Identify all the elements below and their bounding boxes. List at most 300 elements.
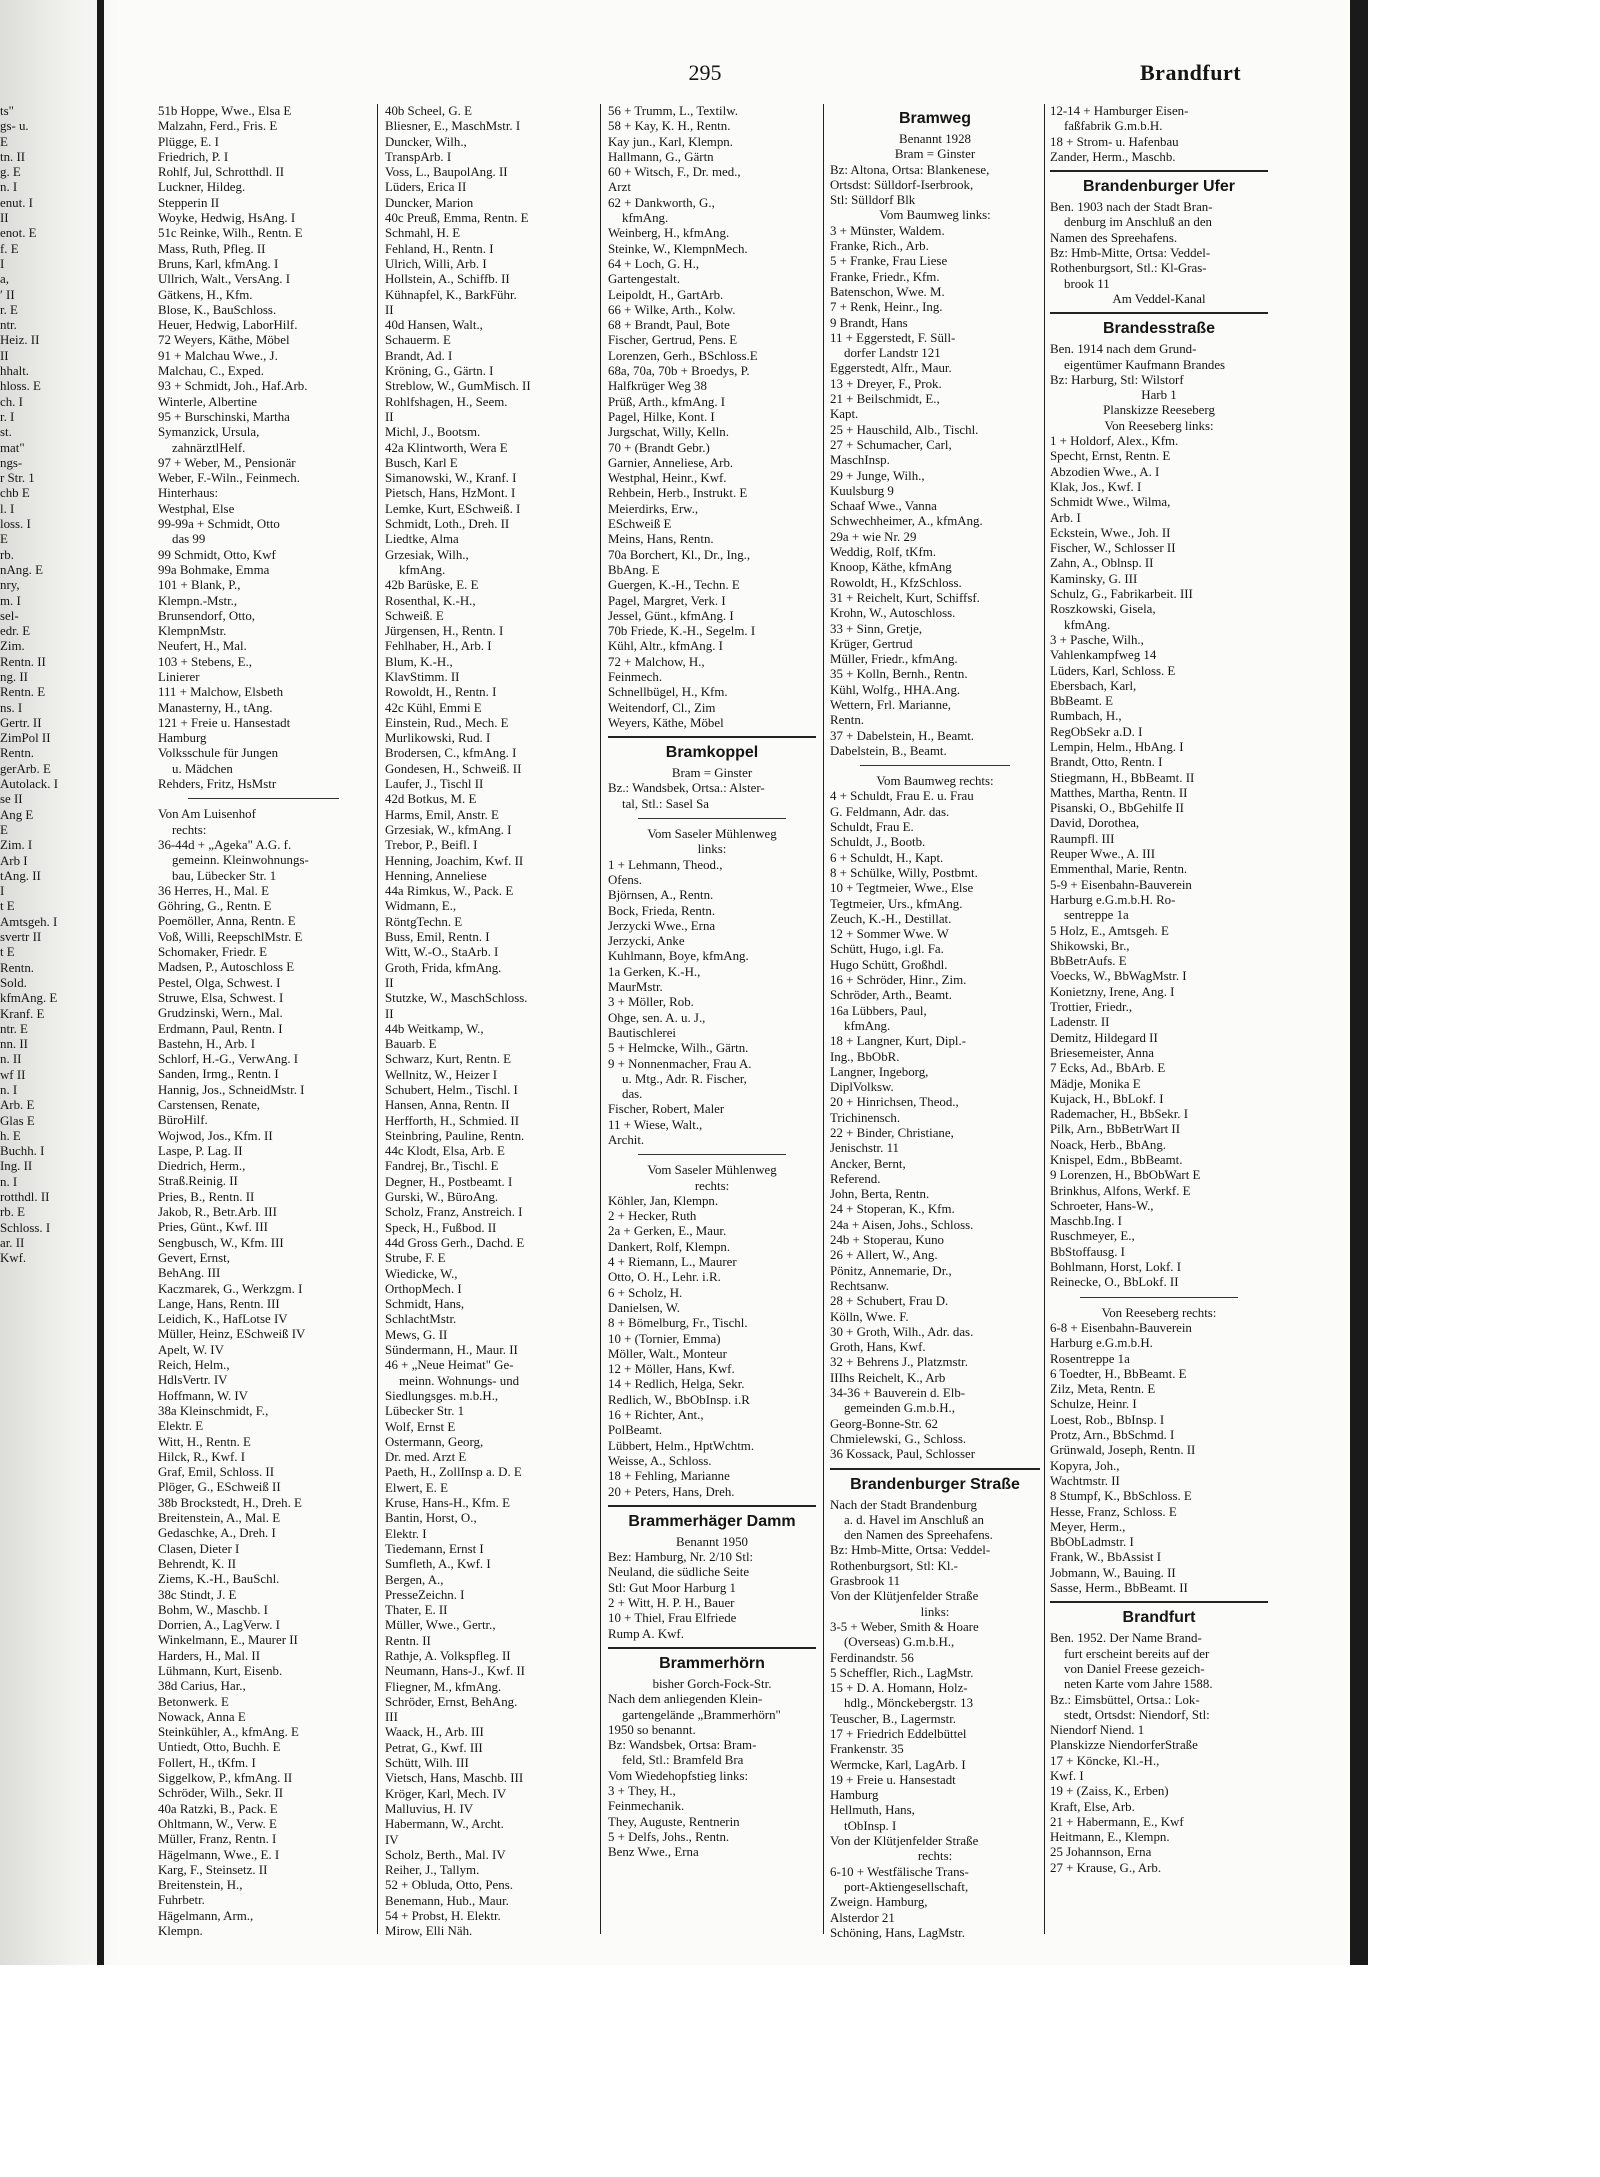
directory-entry: Steinke, W., KlempnMech. (608, 241, 748, 256)
directory-entry: 25 Johannson, Erna (1050, 1845, 1152, 1860)
directory-entry: Ladenstr. II (1050, 1015, 1110, 1030)
directory-entry: Rechtsanw. (830, 1278, 889, 1293)
directory-entry: 72 + Malchow, H., (608, 654, 705, 669)
centered-note: Vom Baumweg links: (879, 208, 991, 223)
directory-entry: Rothenburgsort, Stl: Kl.- (830, 1558, 958, 1573)
directory-entry: hloss. E (0, 379, 41, 394)
directory-entry: Scholz, Franz, Anstreich. I (385, 1205, 523, 1220)
directory-entry: Pietsch, Hans, HzMont. I (385, 486, 516, 501)
directory-entry: 60 + Witsch, F., Dr. med., (608, 165, 741, 180)
directory-entry: Habermann, W., Archt. (385, 1817, 504, 1832)
directory-entry: 8 Stumpf, K., BbSchloss. E (1050, 1489, 1192, 1504)
directory-entry: Henning, Joachim, Kwf. II (385, 853, 524, 868)
running-head: Brandfurt (1140, 60, 1242, 85)
directory-entry: 42a Klintworth, Wera E (385, 440, 508, 455)
street-heading: Brandenburger Straße (850, 1475, 1020, 1493)
directory-entry: Harburg e.G.m.b.H. (1050, 1336, 1153, 1351)
directory-entry: se II (0, 792, 23, 807)
directory-entry: Kühl, Altr., kfmAng. I (608, 639, 723, 654)
directory-entry: Paeth, H., ZollInsp a. D. E (385, 1465, 522, 1480)
directory-entry: 31 + Reichelt, Kurt, Schiffsf. (830, 590, 980, 605)
directory-entry: 3 + They, H., (608, 1783, 676, 1798)
directory-entry: 42d Botkus, M. E (385, 792, 477, 807)
directory-entry: a, (0, 272, 9, 287)
directory-entry: Michl, J., Bootsm. (385, 425, 481, 440)
directory-entry: r. E (0, 302, 18, 317)
directory-entry: enut. I (0, 195, 33, 210)
centered-note: Benannt 1950 (676, 1534, 748, 1549)
directory-entry: 93 + Schmidt, Joh., Haf.Arb. (158, 379, 308, 394)
directory-entry: Grünwald, Joseph, Rentn. II (1050, 1443, 1196, 1458)
directory-entry: ar. II (0, 1235, 25, 1250)
directory-entry: ESchweiß E (608, 517, 672, 532)
directory-entry: Hoffmann, W. IV (158, 1388, 248, 1403)
directory-entry: Weyers, Käthe, Möbel (608, 715, 724, 730)
directory-entry: Herfforth, H., Schmied. II (385, 1113, 520, 1128)
directory-entry: Fliegner, M., kfmAng. (385, 1679, 502, 1694)
directory-column-3 (608, 104, 816, 1944)
directory-entry: Bohlmann, Horst, Lokf. I (1050, 1260, 1182, 1275)
directory-entry: Schaaf Wwe., Vanna (830, 499, 937, 514)
directory-column-4 (830, 104, 1040, 1944)
directory-entry: Wellnitz, W., Heizer I (385, 1067, 498, 1082)
directory-entry: Luckner, Hildeg. (158, 180, 246, 195)
directory-entry: bau, Lübecker Str. 1 (172, 868, 277, 883)
directory-entry: 6-8 + Eisenbahn-Bauverein (1050, 1320, 1192, 1335)
directory-entry: Voß, Willi, ReepschlMstr. E (158, 929, 303, 944)
directory-entry: Siedlungsges. m.b.H., (385, 1388, 499, 1403)
directory-entry: Ortsdst: Sülldorf-Iserbrook, (830, 177, 974, 192)
directory-entry: m. I (0, 593, 21, 608)
directory-entry: Hollstein, A., Schiffb. II (385, 272, 510, 287)
directory-entry: Winkelmann, E., Maurer II (158, 1633, 298, 1648)
directory-entry: Schwarz, Kurt, Rentn. E (385, 1052, 512, 1067)
directory-entry: Frankenstr. 35 (830, 1742, 904, 1757)
directory-entry: Demitz, Hildegard II (1050, 1030, 1158, 1045)
directory-entry: MaurMstr. (608, 980, 663, 995)
directory-entry: Waack, H., Arb. III (385, 1725, 484, 1740)
directory-entry: 29 + Junge, Wilh., (830, 468, 925, 483)
directory-entry: Meins, Hans, Rentn. (608, 532, 714, 547)
directory-entry: Reich, Helm., (158, 1358, 230, 1373)
directory-entry: Schmidt, Loth., Dreh. II (385, 517, 510, 532)
directory-entry: Kraft, Else, Arb. (1050, 1799, 1135, 1814)
directory-entry: Kölln, Wwe. F. (830, 1309, 909, 1324)
directory-entry: Rumbach, H., (1050, 709, 1122, 724)
directory-entry: 40a Ratzki, B., Pack. E (158, 1801, 278, 1816)
directory-entry: 1 + Lehmann, Theod., (608, 857, 723, 872)
directory-entry: Rowoldt, H., KfzSchloss. (830, 575, 962, 590)
directory-entry: ntr. E (0, 1021, 28, 1036)
directory-entry: Ulrich, Willi, Arb. I (385, 256, 487, 271)
directory-entry: chb E (0, 486, 30, 501)
directory-entry: 1a Gerken, K.-H., (608, 964, 701, 979)
directory-entry: Prüß, Arth., kfmAng. I (608, 394, 726, 409)
directory-entry: Lange, Hans, Rentn. III (158, 1296, 280, 1311)
section-separator (638, 1154, 786, 1155)
directory-entry: Arb. I (1050, 510, 1081, 525)
directory-entry: Laspe, P. Lag. II (158, 1143, 243, 1158)
directory-entry: Blose, K., BauSchloss. (158, 302, 277, 317)
directory-entry: u. Mädchen (172, 761, 233, 776)
directory-entry: 16 + Schröder, Hinr., Zim. (830, 973, 967, 988)
directory-entry: Rothenburgsort, Stl.: Kl-Gras- (1050, 261, 1207, 276)
directory-entry: Degner, H., Postbeamt. I (385, 1174, 513, 1189)
directory-entry: IV (385, 1832, 399, 1847)
directory-entry: Feinmechanik. (608, 1799, 685, 1814)
centered-note: bisher Gorch-Fock-Str. (652, 1676, 772, 1691)
directory-entry: hdlg., Mönckebergstr. 13 (844, 1696, 974, 1711)
directory-entry: Lemke, Kurt, ESchweiß. I (385, 501, 521, 516)
directory-entry: Grzesiak, W., kfmAng. I (385, 822, 512, 837)
directory-entry: Witt, H., Rentn. E (158, 1434, 251, 1449)
directory-entry: gemeinn. Kleinwohnungs- (172, 853, 309, 868)
directory-entry: Groth, Frida, kfmAng. (385, 960, 502, 975)
directory-entry: Hesse, Franz, Schloss. E (1050, 1504, 1177, 1519)
directory-entry: II (0, 211, 9, 226)
directory-entry: Reinecke, O., BbLokf. II (1050, 1275, 1179, 1290)
directory-entry: Busch, Karl E (385, 455, 458, 470)
directory-entry: Ancker, Bernt, (830, 1156, 906, 1171)
section-separator (638, 818, 786, 819)
directory-entry: Pries, B., Rentn. II (158, 1189, 255, 1204)
directory-entry: Feinmech. (608, 669, 663, 684)
directory-entry: 38d Carius, Har., (158, 1679, 246, 1694)
directory-entry: a. d. Havel im Anschluß an (844, 1512, 984, 1527)
directory-entry: Rohlf, Jul, Schrotthdl. II (158, 165, 285, 180)
directory-entry: Schütt, Hugo, i.gl. Fa. (830, 942, 944, 957)
directory-entry: Linierer (158, 669, 200, 684)
directory-entry: Strube, F. E (385, 1251, 446, 1266)
centered-note: Am Veddel-Kanal (1112, 291, 1206, 306)
directory-entry: Sasse, Herm., BbBeamt. II (1050, 1581, 1188, 1596)
directory-entry: Franke, Friedr., Kfm. (830, 269, 940, 284)
street-heading: Brammerhörn (659, 1654, 765, 1672)
directory-entry: 15 + D. A. Homann, Holz- (830, 1681, 968, 1696)
directory-entry: Wolf, Ernst E (385, 1419, 456, 1434)
centered-note: rechts: (917, 1849, 953, 1864)
centered-note: Bram = Ginster (894, 147, 976, 162)
directory-entry: rb. E (0, 1205, 26, 1220)
directory-entry: Ben. 1903 nach der Stadt Bran- (1050, 200, 1213, 215)
directory-entry: Bz: Wandsbek, Ortsa: Bram- (608, 1738, 757, 1753)
directory-entry: hhalt. (0, 364, 29, 379)
directory-entry: Bock, Frieda, Rentn. (608, 903, 716, 918)
column-rule (600, 104, 601, 1934)
directory-entry: 3 + Pasche, Wilh., (1050, 632, 1144, 647)
directory-entry: Pisanski, O., BbGehilfe II (1050, 801, 1184, 816)
directory-entry: Sanden, Irmg., Rentn. I (158, 1067, 279, 1082)
directory-entry: 111 + Malchow, Elsbeth (158, 685, 284, 700)
directory-entry: Halfkrüger Weg 38 (608, 379, 707, 394)
directory-entry: Malzahn, Ferd., Fris. E (158, 119, 278, 134)
directory-entry: Malluvius, H. IV (385, 1801, 474, 1816)
directory-entry: Hellmuth, Hans, (830, 1803, 915, 1818)
directory-entry: 28 + Schubert, Frau D. (830, 1294, 949, 1309)
directory-entry: Hamburg (158, 731, 207, 746)
directory-entry: Duncker, Wilh., (385, 134, 467, 149)
directory-entry: 44d Gross Gerh., Dachd. E (385, 1235, 525, 1250)
directory-entry: Knoop, Käthe, kfmAng (830, 560, 952, 575)
directory-entry: 16 + Richter, Ant., (608, 1408, 704, 1423)
directory-entry: Voecks, W., BbWagMstr. I (1050, 969, 1187, 984)
directory-entry: Thater, E. II (385, 1603, 448, 1618)
directory-entry: BbStoffausg. I (1050, 1244, 1125, 1259)
directory-entry: Jobmann, W., Bauing. II (1050, 1565, 1176, 1580)
directory-entry: Harders, H., Mal. II (158, 1648, 261, 1663)
street-divider (1050, 170, 1268, 172)
directory-entry: Loest, Rob., BbInsp. I (1050, 1412, 1165, 1427)
directory-entry: David, Dorothea, (1050, 816, 1140, 831)
directory-entry: 10 + (Tornier, Emma) (608, 1331, 721, 1346)
directory-entry: Apelt, W. IV (158, 1342, 224, 1357)
directory-entry: Ofens. (608, 872, 643, 887)
street-divider (1050, 312, 1268, 314)
directory-entry: 8 + Bömelburg, Fr., Tischl. (608, 1316, 748, 1331)
directory-entry: Siggelkow, P., kfmAng. II (158, 1771, 293, 1786)
directory-entry: Jerzycki, Anke (608, 934, 685, 949)
directory-entry: Pestel, Olga, Schwest. I (158, 975, 281, 990)
directory-entry: Arb. E (0, 1098, 35, 1113)
directory-entry: Fuhrbetr. (158, 1893, 205, 1908)
directory-entry: 32 + Behrens J., Platzmstr. (830, 1355, 968, 1370)
directory-entry: 40b Scheel, G. E (385, 104, 472, 118)
directory-entry: E (0, 822, 8, 837)
directory-entry: Erdmann, Paul, Rentn. I (158, 1021, 283, 1036)
directory-entry: Bz: Hmb-Mitte, Ortsa: Veddel- (830, 1543, 991, 1558)
directory-entry: Elektr. E (158, 1419, 204, 1434)
directory-entry: Lühmann, Kurt, Eisenb. (158, 1663, 283, 1678)
directory-entry: Müller, Franz, Rentn. I (158, 1832, 277, 1847)
directory-entry: Volksschule für Jungen (158, 746, 279, 761)
directory-entry: Rowoldt, H., Rentn. I (385, 685, 497, 700)
directory-entry: zahnärztlHelf. (172, 440, 246, 455)
directory-entry: Schwechheimer, A., kfmAng. (830, 514, 983, 529)
directory-entry: Zim. (0, 639, 25, 654)
directory-entry: Schloss. I (0, 1220, 51, 1235)
directory-entry: 5 + Delfs, Johs., Rentn. (608, 1829, 730, 1844)
directory-entry: Weddig, Rolf, tKfm. (830, 545, 937, 560)
directory-entry: Mirow, Elli Näh. (385, 1924, 473, 1939)
directory-entry: KlempnMstr. (158, 624, 227, 639)
centered-note: links: (920, 1604, 950, 1619)
directory-entry: Bergen, A., (385, 1572, 444, 1587)
directory-entry: Ben. 1914 nach dem Grund- (1050, 342, 1197, 357)
street-heading: Brandesstraße (1102, 320, 1216, 338)
directory-entry: Winterle, Albertine (158, 394, 257, 409)
directory-entry: tal, Stl.: Sasel Sa (622, 796, 710, 811)
directory-entry: Laufer, J., Tischl II (385, 777, 484, 792)
directory-entry: Reiher, J., Tallym. (385, 1863, 480, 1878)
directory-entry: eigentümer Kaufmann Brandes (1064, 357, 1226, 372)
directory-entry: Sündermann, H., Maur. II (385, 1343, 518, 1358)
centered-note: links: (697, 842, 727, 857)
directory-entry: 103 + Stebens, E., (158, 654, 252, 669)
directory-entry: BüroHilf. (158, 1113, 208, 1128)
directory-entry: 27 + Schumacher, Carl, (830, 437, 952, 452)
directory-entry: Gartengestalt. (608, 272, 680, 287)
directory-entry: Brodersen, C., kfmAng. I (385, 746, 517, 761)
directory-entry: kfmAng. (1064, 617, 1111, 632)
directory-entry: PolBeamt. (608, 1423, 663, 1438)
directory-entry: Georg-Bonne-Str. 62 (830, 1416, 938, 1431)
directory-entry: Amtsgeh. I (0, 914, 58, 929)
directory-entry: Gertr. II (0, 715, 42, 730)
directory-entry: Schubert, Helm., Tischl. I (385, 1083, 518, 1097)
directory-entry: Konietzny, Irene, Ang. I (1050, 984, 1175, 999)
directory-entry: Hinterhaus: (158, 486, 219, 501)
directory-entry: 7 + Renk, Heinr., Ing. (830, 300, 943, 315)
directory-entry: Struwe, Elsa, Schwest. I (158, 990, 284, 1005)
directory-entry: Zahn, A., Oblnsp. II (1050, 556, 1154, 571)
directory-entry: Grzesiak, Wilh., (385, 547, 469, 562)
book-spine (97, 0, 104, 1965)
directory-entry: 58 + Kay, K. H., Rentn. (608, 119, 731, 134)
directory-entry: Nowack, Anna E (158, 1709, 246, 1724)
directory-entry: Schuldt, Frau E. (830, 820, 914, 835)
directory-entry: Zeuch, K.-H., Destillat. (830, 911, 952, 926)
street-heading: Brandenburger Ufer (1082, 178, 1236, 196)
directory-entry: kfmAng. E (0, 991, 58, 1006)
directory-entry: Stl: Gut Moor Harburg 1 (608, 1580, 736, 1595)
directory-entry: 12-14 + Hamburger Eisen- (1050, 104, 1189, 118)
directory-entry: Plügge, E. I (158, 134, 219, 149)
directory-entry: Kaminsky, G. III (1050, 571, 1138, 586)
directory-entry: MaschInsp. (830, 453, 890, 468)
directory-entry: 17 + Friedrich Eddelbüttel (830, 1726, 967, 1741)
centered-note: Von Reeseberg links: (1104, 418, 1214, 433)
directory-entry: 8 + Schülke, Willy, Postbmt. (830, 865, 978, 880)
directory-entry: sel- (0, 608, 19, 623)
directory-entry: 2 + Witt, H. P. H., Bauer (608, 1596, 735, 1611)
directory-entry: 26 + Allert, W., Ang. (830, 1248, 938, 1263)
directory-entry: Heuer, Hedwig, LaborHilf. (158, 318, 298, 333)
directory-column-2 (385, 104, 593, 1944)
centered-note: Vom Saseler Mühlenweg (647, 1163, 777, 1178)
directory-entry: Jerzycki Wwe., Erna (608, 918, 716, 933)
directory-entry: 21 + Beilschmidt, E., (830, 392, 940, 407)
directory-entry: Schlorf, H.-G., VerwAng. I (158, 1052, 299, 1067)
directory-entry: Gurski, W., BüroAng. (385, 1190, 499, 1205)
directory-entry: 29a + wie Nr. 29 (830, 529, 917, 544)
directory-entry: Sengbusch, W., Kfm. III (158, 1235, 284, 1250)
directory-entry: Grudzinski, Wern., Mal. (158, 1006, 283, 1021)
directory-entry: neten Karte vom Jahre 1588. (1064, 1677, 1213, 1692)
directory-entry: Straß.Reinig. II (158, 1174, 238, 1189)
directory-entry: Fischer, Gertrud, Pens. E (608, 333, 738, 348)
directory-entry: 16a Lübbers, Paul, (830, 1003, 927, 1018)
directory-entry: Brandt, Ad. I (385, 348, 453, 363)
directory-entry: nAng. E (0, 562, 43, 577)
directory-entry: Bautischlerei (608, 1025, 677, 1040)
directory-entry: 11 + Wiese, Walt., (608, 1117, 703, 1132)
directory-entry: 6-10 + Westfälische Trans- (830, 1864, 969, 1879)
directory-entry: Hägelmann, Arm., (158, 1908, 254, 1923)
directory-entry: 3 + Möller, Rob. (608, 995, 694, 1010)
directory-entry: Kranf. E (0, 1006, 45, 1021)
directory-entry: Roszkowski, Gisela, (1050, 602, 1156, 617)
directory-entry: Vom Wiedehopfstieg links: (608, 1768, 749, 1783)
directory-entry: 40c Preuß, Emma, Rentn. E (385, 211, 529, 226)
directory-entry: Wermcke, Karl, LagArb. I (830, 1757, 966, 1772)
directory-entry: Kruse, Hans-H., Kfm. E (385, 1496, 510, 1511)
directory-entry: Diedrich, Herm., (158, 1159, 246, 1174)
directory-entry: Lübbert, Helm., HptWchtm. (608, 1438, 755, 1453)
directory-entry: Jessel, Günt., kfmAng. I (608, 608, 734, 623)
directory-entry: Rentn. II (385, 1633, 431, 1648)
directory-entry: Trichinensch. (830, 1110, 901, 1125)
directory-entry: Schulz, G., Fabrikarbeit. III (1050, 587, 1193, 602)
directory-entry: Lübecker Str. 1 (385, 1404, 465, 1419)
directory-entry: 27 + Krause, G., Arb. (1050, 1860, 1162, 1875)
directory-entry: Stl: Sülldorf Blk (830, 193, 916, 208)
directory-entry: Rademacher, H., BbSekr. I (1050, 1107, 1189, 1122)
directory-entry: Scholz, Berth., Mal. IV (385, 1847, 506, 1862)
directory-entry: Kapt. (830, 407, 859, 422)
directory-entry: Murlikowski, Rud. I (385, 731, 491, 746)
directory-entry: Langner, Ingeborg, (830, 1064, 929, 1079)
directory-entry: 24 + Stoperan, K., Kfm. (830, 1202, 955, 1217)
directory-entry: Dr. med. Arzt E (385, 1450, 467, 1465)
directory-column-5 (1050, 104, 1268, 1944)
directory-entry: Pönitz, Annemarie, Dr., (830, 1263, 952, 1278)
directory-entry: 6 + Scholz, H. (608, 1285, 683, 1300)
directory-entry: Reuper Wwe., A. III (1050, 847, 1156, 862)
directory-entry: 20 + Hinrichsen, Theod., (830, 1095, 959, 1110)
directory-entry: Sumfleth, A., Kwf. I (385, 1557, 491, 1572)
directory-entry: Stiegmann, H., BbBeamt. II (1050, 770, 1195, 785)
directory-entry: 30 + Groth, Wilh., Adr. das. (830, 1324, 974, 1339)
directory-entry: Graf, Emil, Schloss. II (158, 1465, 274, 1480)
directory-entry: Groth, Hans, Kwf. (830, 1340, 926, 1355)
directory-entry: Garnier, Anneliese, Arb. (608, 455, 734, 470)
centered-note: Benannt 1928 (899, 132, 971, 146)
directory-entry: Untiedt, Otto, Buchh. E (158, 1740, 281, 1755)
directory-entry: Brandt, Otto, Rentn. I (1050, 755, 1163, 770)
directory-entry: Schulze, Heinr. I (1050, 1397, 1137, 1412)
directory-entry: Benemann, Hub., Maur. (385, 1893, 509, 1908)
directory-entry: Tiedemann, Ernst I (385, 1541, 484, 1556)
directory-entry: Lempin, Helm., HbAng. I (1050, 739, 1184, 754)
column-rule (1044, 104, 1045, 1934)
directory-entry: Pagel, Margret, Verk. I (608, 593, 726, 608)
directory-entry: IIIhs Reichelt, K., Arb (830, 1370, 946, 1385)
directory-entry: Westphal, Else (158, 501, 235, 516)
directory-entry: III (385, 1710, 398, 1725)
directory-entry: Niendorf Niend. 1 (1050, 1723, 1145, 1738)
directory-entry: 42c Kühl, Emmi E (385, 700, 482, 715)
directory-entry: Vahlenkampfweg 14 (1050, 648, 1157, 663)
directory-entry: Ferdinandstr. 56 (830, 1650, 914, 1665)
directory-entry: Möller, Walt., Monteur (608, 1346, 727, 1361)
directory-entry: 34-36 + Bauverein d. Elb- (830, 1386, 966, 1401)
directory-entry: 68 + Brandt, Paul, Bote (608, 318, 730, 333)
directory-entry: 66 + Wilke, Arth., Kolw. (608, 302, 736, 317)
directory-entry: 38c Stindt, J. E (158, 1587, 237, 1602)
directory-entry: Rentn. (830, 713, 865, 728)
directory-entry: 22 + Binder, Christiane, (830, 1126, 954, 1140)
directory-entry: t E (0, 899, 15, 914)
directory-entry: Elektr. I (385, 1526, 427, 1541)
directory-entry: II (385, 1006, 394, 1021)
directory-entry: 4 + Riemann, L., Maurer (608, 1255, 737, 1270)
directory-entry: Benz Wwe., Erna (608, 1845, 699, 1860)
directory-entry: BbBetrAufs. E (1050, 954, 1127, 969)
directory-entry: John, Berta, Rentn. (830, 1187, 930, 1202)
directory-entry: loss. I (0, 517, 31, 532)
section-separator (1080, 1297, 1238, 1298)
directory-entry: gartengelände „Brammerhörn" (622, 1707, 781, 1722)
